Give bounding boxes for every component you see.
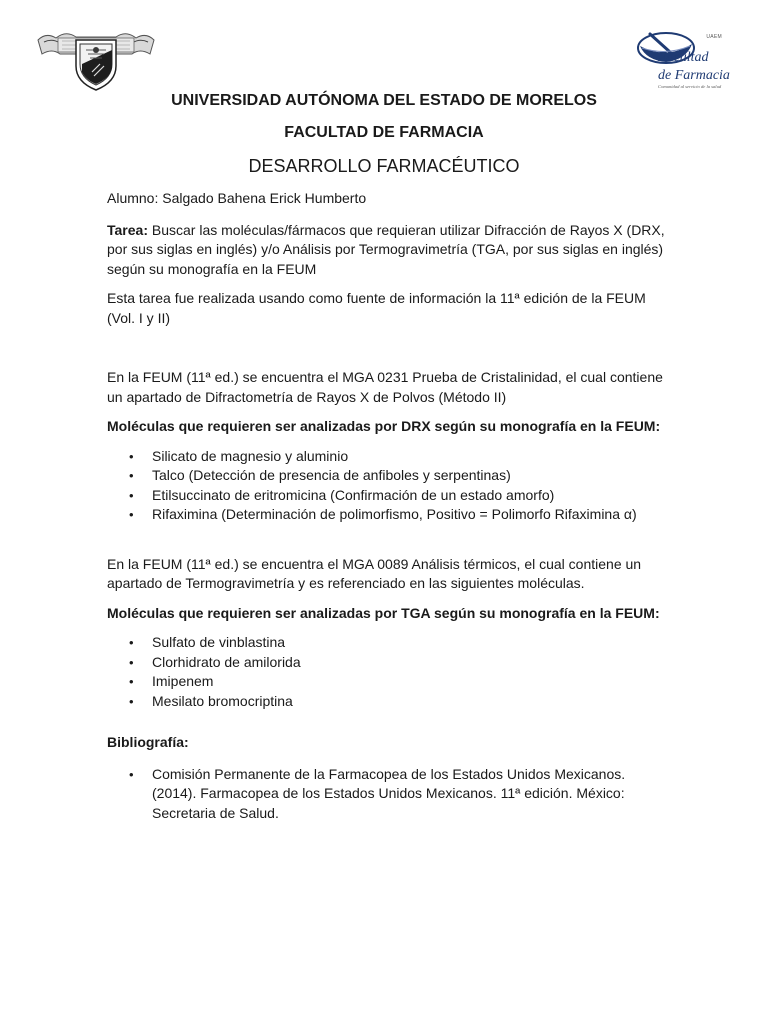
list-item-text: Talco (Detección de presencia de anfiboles y serpentinas) <box>152 467 511 483</box>
drx-molecule-list <box>107 447 667 525</box>
faculty-title: FACULTAD DE FARMACIA <box>284 124 484 141</box>
tga-molecule-list <box>107 633 667 711</box>
list-item <box>107 765 667 824</box>
list-item <box>107 447 667 467</box>
source-note: Esta tarea fue realizada usando como fuente de información la 11ª edición de la FEUM (Vol. I y II) <box>107 290 646 326</box>
tga-heading: Moléculas que requieren ser analizadas por TGA según su monografía en la FEUM: <box>107 604 660 621</box>
bibliography-heading: Bibliografía: <box>107 734 189 750</box>
task-paragraph <box>107 221 667 280</box>
logo-brand-small: UAEM <box>706 34 722 40</box>
document-body <box>107 189 667 823</box>
drx-intro: En la FEUM (11ª ed.) se encuentra el MGA 0231 Prueba de Cristalinidad, el cual contiene un apartado de Difractometría de Rayos X de Polvos (Método II) <box>107 369 663 405</box>
list-item <box>107 672 667 692</box>
list-item-text: Sulfato de vinblastina <box>152 634 286 650</box>
bullet-icon: • <box>129 487 134 503</box>
bullet-icon: • <box>129 766 134 782</box>
course-title: DESARROLLO FARMACÉUTICO <box>248 156 520 176</box>
drx-heading: Moléculas que requieren ser analizadas por DRX según su monografía en la FEUM: <box>107 418 661 434</box>
logo-title-line2: de Farmacia <box>658 68 730 83</box>
list-item-text: Etilsuccinato de eritromicina (Confirmación de un estado amorfo) <box>152 486 555 503</box>
list-item-text: Clorhidrato de amilorida <box>152 653 301 670</box>
university-seal-logo <box>36 28 156 92</box>
bullet-icon: • <box>129 468 134 483</box>
bullet-icon: • <box>129 674 134 689</box>
faculty-of-pharmacy-logo <box>636 26 732 96</box>
bullet-icon: • <box>129 507 134 522</box>
list-item <box>107 692 667 712</box>
list-item-text: Silicato de magnesio y aluminio <box>152 447 349 464</box>
task-label: Tarea: <box>107 221 148 238</box>
list-item <box>107 466 667 486</box>
bullet-icon: • <box>129 654 134 670</box>
list-item <box>107 653 667 673</box>
task-text: Buscar las moléculas/fármacos que requieran utilizar Difracción de Rayos X (DRX, por sus siglas en inglés) y/o Análisis por Termogravimetría (TGA, por sus siglas en inglés) según su monografía en la FEUM <box>107 221 665 277</box>
bibliography-list <box>107 765 667 824</box>
list-item <box>107 505 667 525</box>
list-item <box>107 486 667 506</box>
bullet-icon: • <box>129 635 134 650</box>
list-item <box>107 633 667 653</box>
university-title: UNIVERSIDAD AUTÓNOMA DEL ESTADO DE MORELOS <box>171 92 597 109</box>
logo-tagline: Comunidad al servicio de la salud <box>658 84 722 89</box>
list-item-text: Comisión Permanente de la Farmacopea de los Estados Unidos Mexicanos. (2014). Farmacopea de los Estados Unidos Mexicanos. 11ª edición. México: Secretaria de Salud. <box>152 765 626 821</box>
student-name: Alumno: Salgado Bahena Erick Humberto <box>107 190 367 206</box>
bullet-icon: • <box>129 448 134 464</box>
list-item-text: Imipenem <box>152 673 214 689</box>
list-item-text: Rifaximina (Determinación de polimorfismo, Positivo = Polimorfo Rifaximina α) <box>152 506 637 522</box>
list-item-text: Mesilato bromocriptina <box>152 692 293 709</box>
bullet-icon: • <box>129 693 134 709</box>
logo-title-line1: Facultad <box>658 50 709 65</box>
tga-intro: En la FEUM (11ª ed.) se encuentra el MGA 0089 Análisis térmicos, el cual contiene un apartado de Termogravimetría y es referenciado en las siguientes moléculas. <box>107 555 642 591</box>
